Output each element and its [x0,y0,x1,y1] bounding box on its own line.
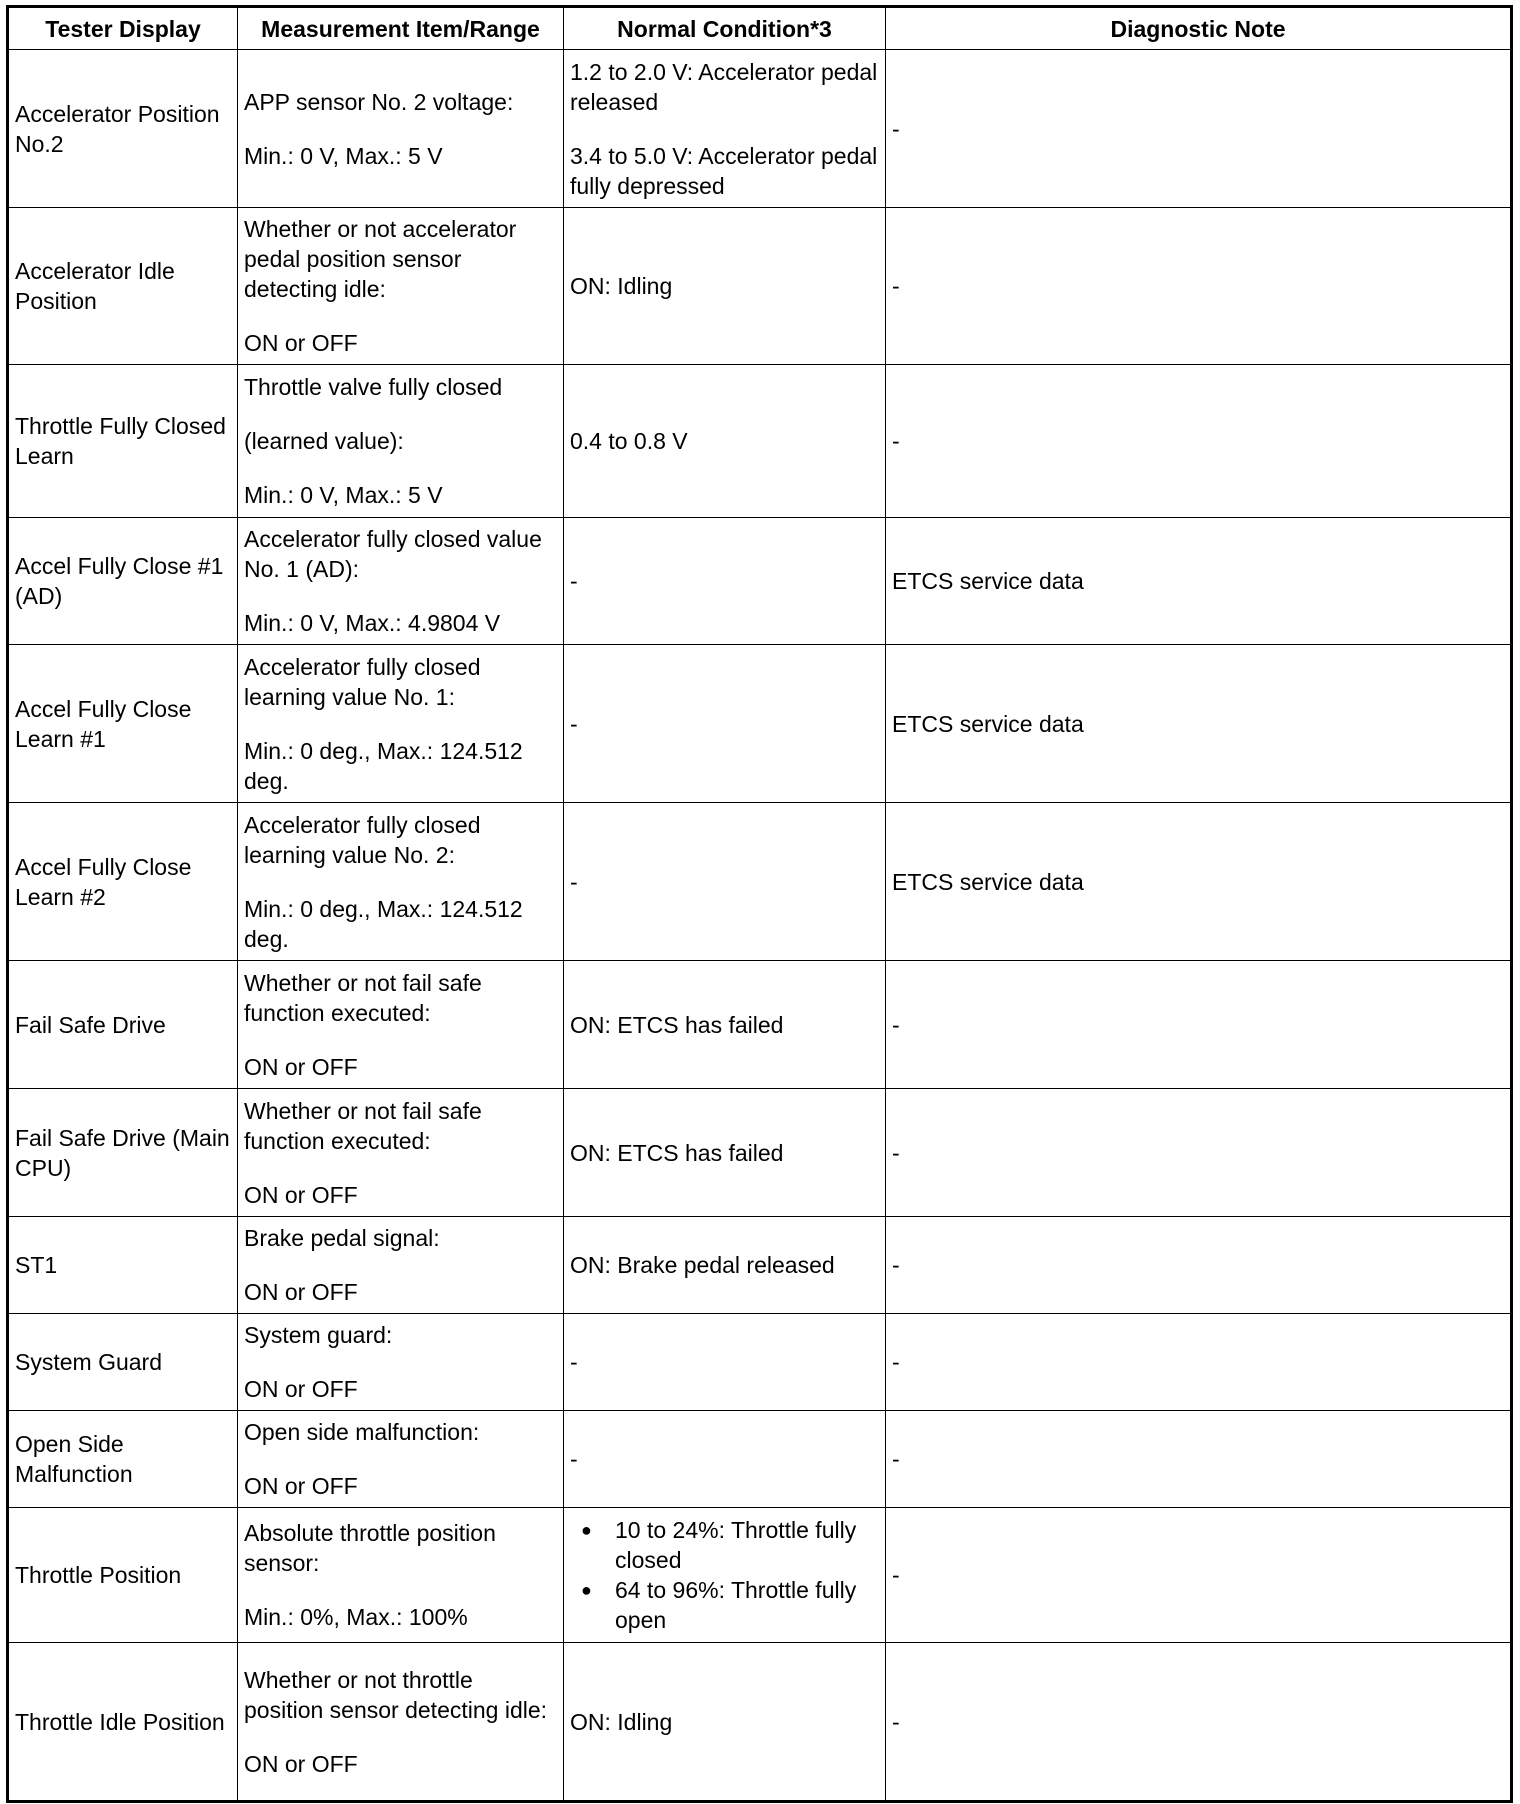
measurement-line: Whether or not accelerator pedal position sensor detecting idle: [244,216,517,302]
cell-diagnostic-note: - [886,1217,1512,1314]
header-row [8,7,1512,50]
cell-tester-display: Accelerator Position No.2 [8,50,238,208]
cell-measurement-item [238,1411,564,1508]
cell-diagnostic-note: ETCS service data [886,645,1512,803]
measurement-line: Min.: 0%, Max.: 100% [244,1604,468,1630]
measurement-line: ON or OFF [244,1376,358,1402]
cell-tester-display: Accelerator Idle Position [8,208,238,365]
cell-tester-display: System Guard [8,1314,238,1411]
cell-normal-condition [564,518,886,645]
normal-condition-line: 0.4 to 0.8 V [570,428,688,454]
cell-normal-condition [564,1217,886,1314]
measurement-line: ON or OFF [244,1053,358,1080]
measurement-line: Accelerator fully closed learning value No. 1: [244,653,481,710]
measurement-line: Whether or not fail safe function executed: [244,1097,482,1154]
cell-tester-display: Open Side Malfunction [8,1411,238,1508]
table-row [8,208,1512,365]
cell-normal-condition [564,365,886,518]
normal-condition-line: ON: Idling [570,273,673,299]
table-row [8,1411,1512,1508]
measurement-line: (learned value): [244,428,404,454]
table-row [8,518,1512,645]
normal-condition-line: - [570,710,578,737]
measurement-line: ON or OFF [244,1473,358,1499]
header-diagnostic-note: Diagnostic Note [886,7,1512,50]
cell-normal-condition [564,208,886,365]
cell-measurement-item [238,645,564,803]
cell-tester-display: Throttle Fully Closed Learn [8,365,238,518]
list-item: ● 64 to 96%: Throttle fully open [615,1575,879,1635]
cell-tester-display: Accel Fully Close Learn #2 [8,803,238,961]
cell-tester-display: Throttle Position [8,1508,238,1643]
measurement-line: Min.: 0 V, Max.: 5 V [244,482,443,508]
cell-measurement-item [238,961,564,1089]
cell-measurement-item [238,50,564,208]
cell-diagnostic-note: - [886,365,1512,518]
measurement-line: System guard: [244,1322,393,1348]
cell-measurement-item [238,1217,564,1314]
normal-condition-line: ON: Brake pedal released [570,1252,835,1278]
normal-condition-line: - [570,868,578,895]
measurement-line: Accelerator fully closed learning value No. 2: [244,811,481,868]
cell-diagnostic-note: - [886,961,1512,1089]
list-item: ● 10 to 24%: Throttle fully closed [615,1515,879,1575]
measurement-line: Absolute throttle position sensor: [244,1520,496,1576]
cell-normal-condition [564,1411,886,1508]
diagnostic-data-table [6,5,1513,1803]
measurement-line: Whether or not throttle position sensor detecting idle: [244,1666,548,1723]
table-row [8,1508,1512,1643]
cell-measurement-item [238,1643,564,1802]
cell-tester-display: Accel Fully Close #1 (AD) [8,518,238,645]
cell-tester-display: Throttle Idle Position [8,1643,238,1802]
measurement-line: ON or OFF [244,1181,358,1208]
cell-measurement-item [238,365,564,518]
header-normal-condition: Normal Condition*3 [564,7,886,50]
measurement-line: Open side malfunction: [244,1419,480,1445]
measurement-line: Throttle valve fully closed [244,374,503,400]
normal-condition-line: 3.4 to 5.0 V: Accelerator pedal fully depressed [570,142,878,199]
cell-normal-condition [564,1089,886,1217]
table-body [8,50,1512,1802]
normal-condition-line: 1.2 to 2.0 V: Accelerator pedal released [570,58,878,115]
cell-measurement-item [238,1089,564,1217]
cell-normal-condition [564,1314,886,1411]
measurement-line: Min.: 0 V, Max.: 5 V [244,142,443,169]
cell-diagnostic-note: - [886,1089,1512,1217]
cell-normal-condition [564,1643,886,1802]
cell-diagnostic-note: - [886,1314,1512,1411]
normal-condition-bullet-list [570,1515,879,1635]
cell-diagnostic-note: ETCS service data [886,803,1512,961]
table-row [8,1314,1512,1411]
cell-normal-condition [564,645,886,803]
cell-normal-condition [564,803,886,961]
cell-normal-condition [564,961,886,1089]
table-row [8,1643,1512,1802]
table-row [8,1089,1512,1217]
measurement-line: APP sensor No. 2 voltage: [244,88,514,115]
table-row [8,961,1512,1089]
cell-measurement-item [238,208,564,365]
normal-condition-line: ON: ETCS has failed [570,1139,784,1166]
table-row [8,645,1512,803]
header-tester-display: Tester Display [8,7,238,50]
table-row [8,365,1512,518]
normal-condition-line: - [570,568,578,594]
cell-diagnostic-note: - [886,1508,1512,1643]
measurement-line: Accelerator fully closed value No. 1 (AD): [244,526,542,582]
cell-diagnostic-note: - [886,1643,1512,1802]
measurement-line: ON or OFF [244,330,358,356]
measurement-line: ON or OFF [244,1279,358,1305]
normal-condition-line: ON: ETCS has failed [570,1011,784,1038]
header-measurement-item: Measurement Item/Range [238,7,564,50]
measurement-line: ON or OFF [244,1750,358,1777]
cell-normal-condition [564,1508,886,1643]
cell-normal-condition [564,50,886,208]
measurement-line: Min.: 0 deg., Max.: 124.512 deg. [244,737,523,794]
normal-condition-line: - [570,1446,578,1472]
cell-measurement-item [238,803,564,961]
cell-measurement-item [238,1508,564,1643]
cell-measurement-item [238,1314,564,1411]
cell-diagnostic-note: - [886,1411,1512,1508]
measurement-line: Whether or not fail safe function executed: [244,969,482,1026]
measurement-line: Brake pedal signal: [244,1225,440,1251]
table-row [8,50,1512,208]
table-row [8,803,1512,961]
measurement-line: Min.: 0 deg., Max.: 124.512 deg. [244,895,523,952]
cell-tester-display: Fail Safe Drive (Main CPU) [8,1089,238,1217]
cell-tester-display: ST1 [8,1217,238,1314]
cell-diagnostic-note: - [886,208,1512,365]
cell-tester-display: Accel Fully Close Learn #1 [8,645,238,803]
cell-measurement-item [238,518,564,645]
measurement-line: Min.: 0 V, Max.: 4.9804 V [244,610,501,636]
cell-diagnostic-note: ETCS service data [886,518,1512,645]
cell-tester-display: Fail Safe Drive [8,961,238,1089]
table-row [8,1217,1512,1314]
normal-condition-line: ON: Idling [570,1708,673,1735]
normal-condition-line: - [570,1349,578,1375]
cell-diagnostic-note: - [886,50,1512,208]
